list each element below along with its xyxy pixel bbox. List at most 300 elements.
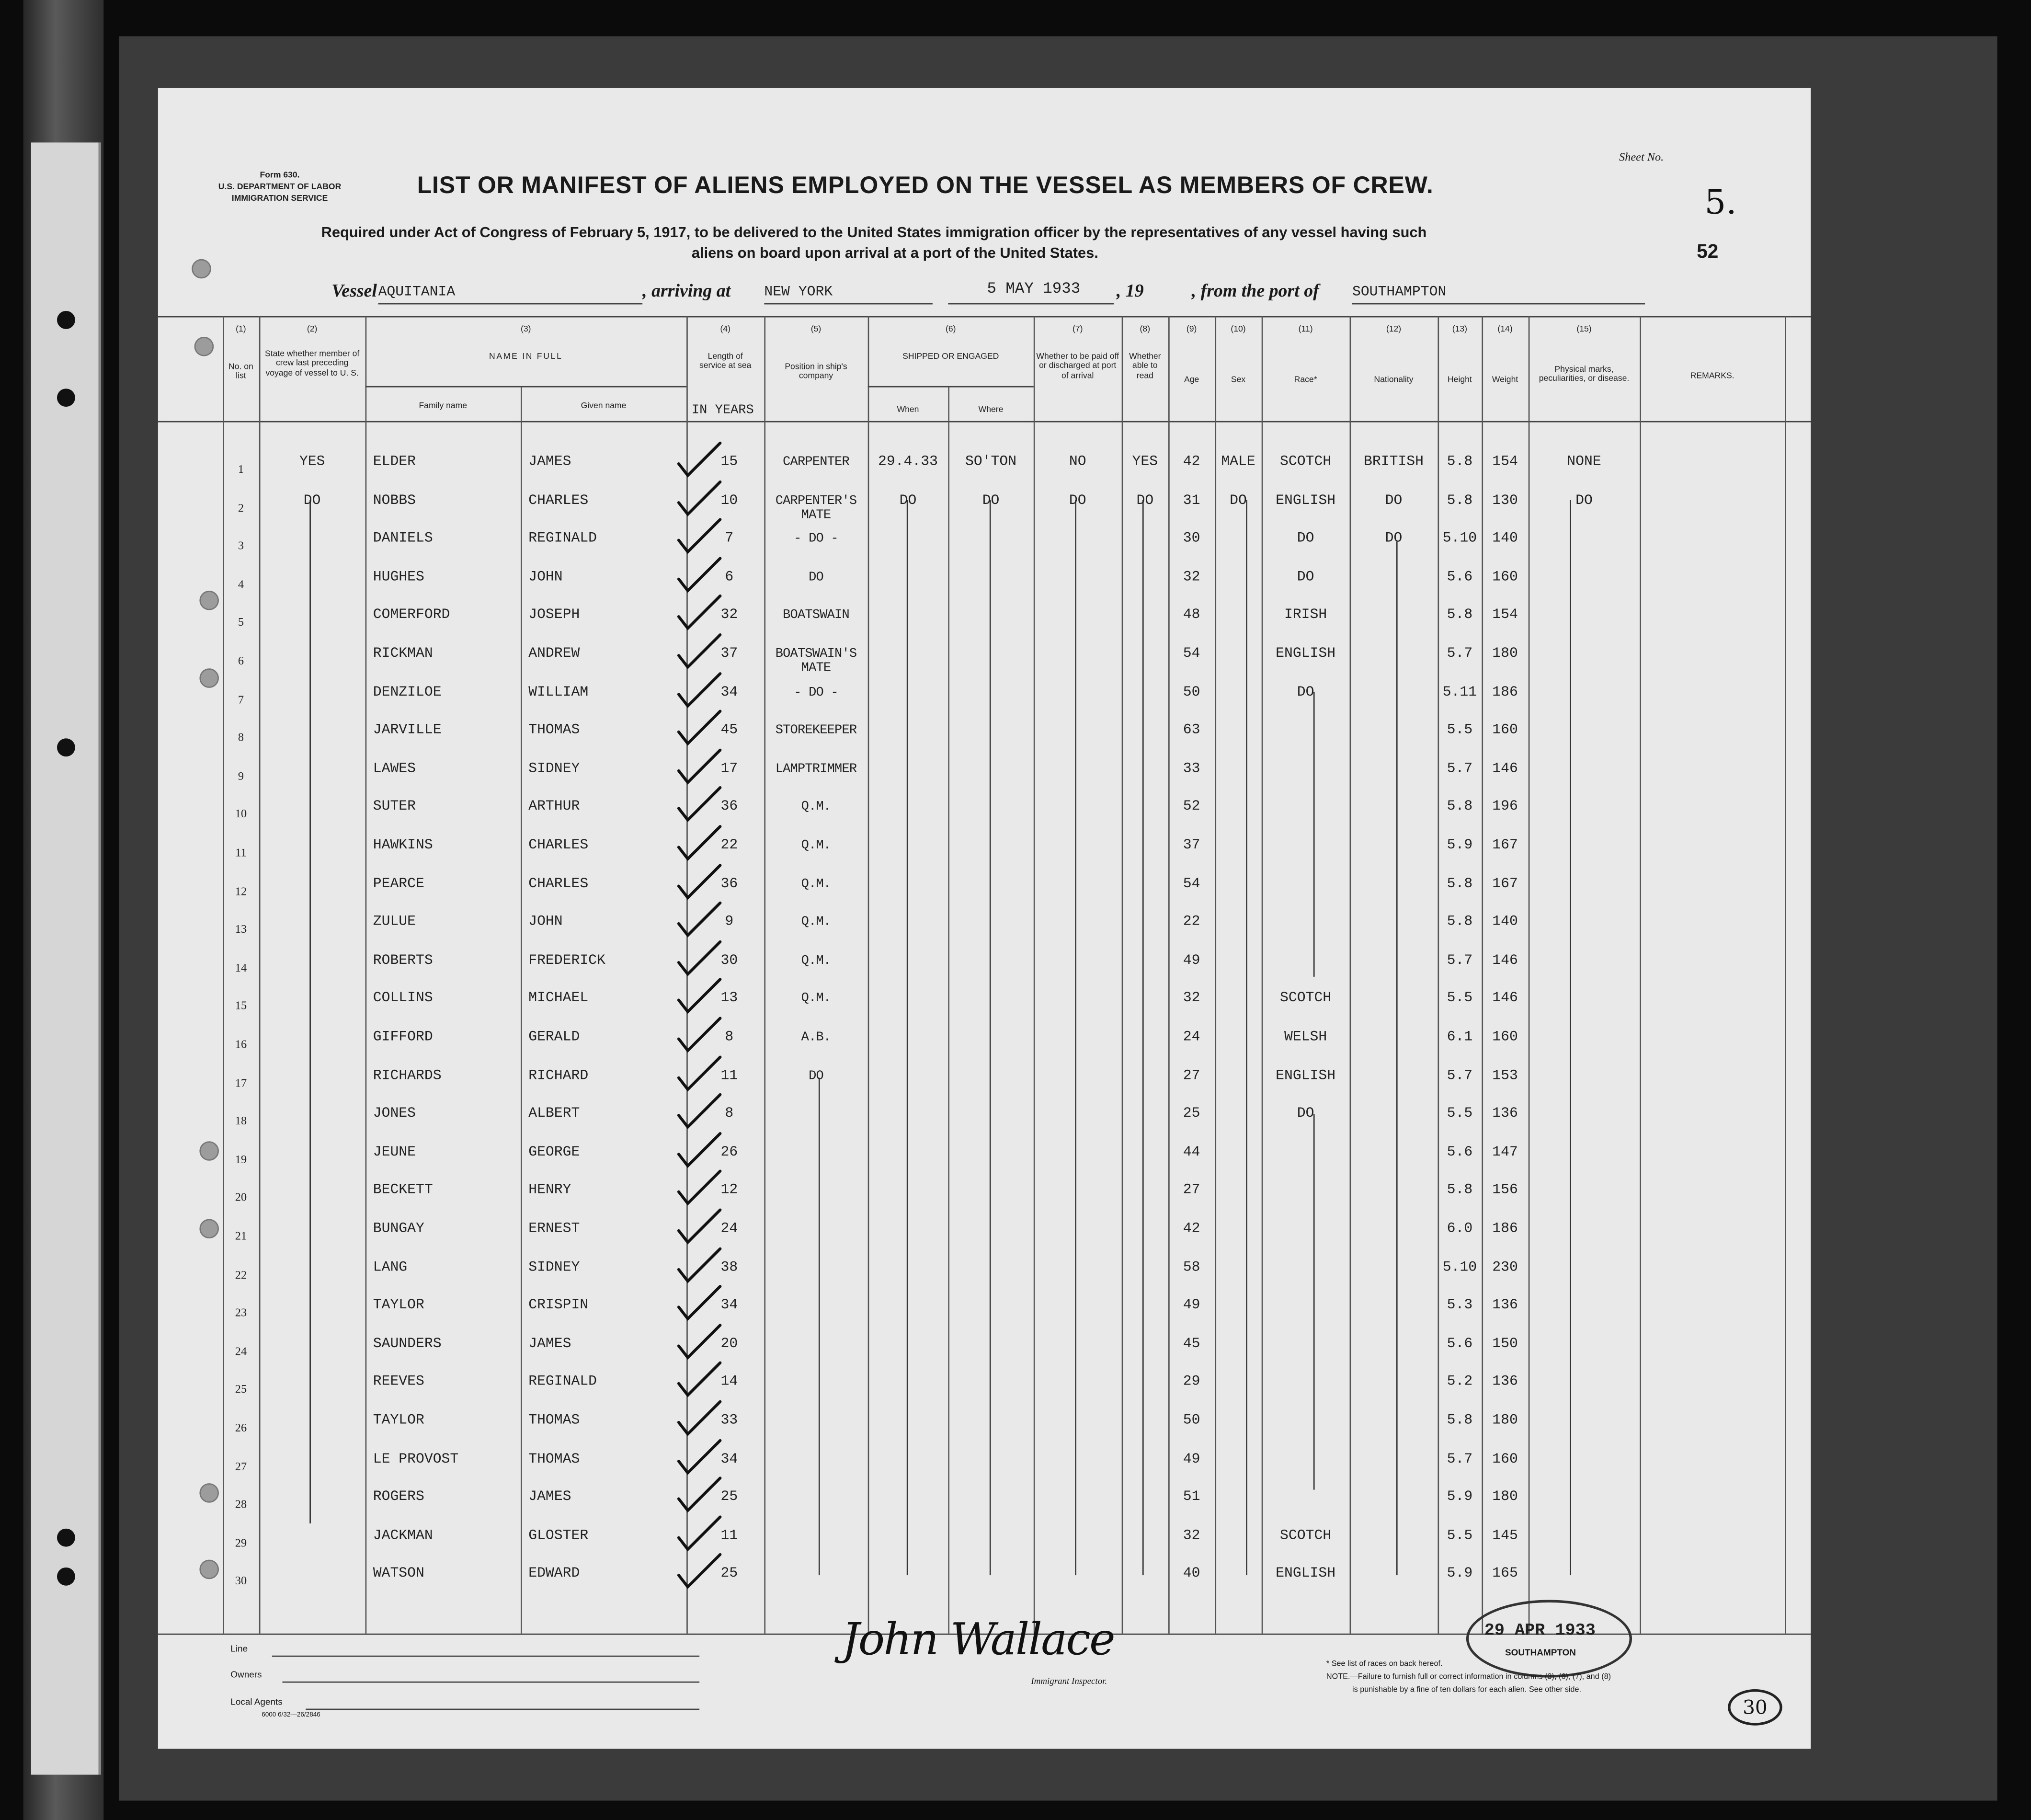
position-cell: - DO - <box>794 686 838 700</box>
position-cell: STOREKEEPER <box>775 724 857 739</box>
header-where: Where <box>978 405 1004 415</box>
rule <box>306 1709 699 1710</box>
weight-cell: 186 <box>1492 685 1518 700</box>
header-in-years: IN YEARS <box>691 404 754 419</box>
given-name-cell: THOMAS <box>528 1452 580 1467</box>
weight-cell: 180 <box>1492 646 1518 662</box>
age-cell: 54 <box>1183 646 1200 662</box>
stamp-date: 29 APR 1933 <box>1484 1620 1596 1640</box>
check-mark-icon <box>676 709 722 748</box>
service-years-cell: 25 <box>720 1490 738 1506</box>
inspector-label: Immigrant Inspector. <box>1031 1676 1107 1687</box>
race-cell: ENGLISH <box>1276 1068 1336 1084</box>
check-mark-icon <box>676 440 722 479</box>
service-years-cell: 25 <box>720 1567 738 1582</box>
position-cell: DO <box>809 571 823 585</box>
service-years-cell: 45 <box>720 723 738 739</box>
paid-off-cell: NO <box>1069 455 1086 470</box>
header-nationality: Nationality <box>1374 376 1414 385</box>
col-num: (6) <box>945 325 956 334</box>
given-name-cell: JOHN <box>528 915 563 930</box>
table-row <box>158 1452 1811 1494</box>
rule <box>282 1682 699 1683</box>
row-number: 30 <box>235 1574 247 1588</box>
service-years-cell: 15 <box>720 455 738 470</box>
height-cell: 5.7 <box>1447 1068 1473 1084</box>
age-cell: 30 <box>1183 531 1200 547</box>
height-cell: 5.9 <box>1447 838 1473 854</box>
race-cell: ENGLISH <box>1276 646 1336 662</box>
height-cell: 5.11 <box>1442 685 1477 700</box>
family-name-cell: LANG <box>373 1259 408 1276</box>
table-top-rule <box>158 316 1811 318</box>
family-name-cell: JARVILLE <box>373 723 442 739</box>
family-name-cell: SUTER <box>373 800 416 815</box>
check-mark-icon <box>676 786 722 824</box>
check-mark-icon <box>676 1131 722 1169</box>
weight-cell: 160 <box>1492 723 1518 739</box>
rule <box>378 303 643 305</box>
table-row <box>158 570 1811 612</box>
rule <box>1352 303 1645 305</box>
given-name-cell: THOMAS <box>528 723 580 739</box>
family-name-cell: RICKMAN <box>373 646 433 662</box>
physical-marks-cell: DO <box>1575 493 1593 509</box>
service-label: IMMIGRATION SERVICE <box>231 194 328 204</box>
header-physical: Physical marks, peculiarities, or disease. <box>1539 365 1630 384</box>
family-name-cell: PEARCE <box>373 876 424 892</box>
family-name-cell: ELDER <box>373 455 416 470</box>
weight-cell: 167 <box>1492 838 1518 854</box>
position-cell: Q.M. <box>801 878 831 892</box>
height-cell: 5.10 <box>1442 1259 1477 1276</box>
rule <box>272 1656 699 1657</box>
family-name-cell: LE PROVOST <box>373 1452 459 1467</box>
table-row <box>158 1068 1811 1110</box>
page-title: LIST OR MANIFEST OF ALIENS EMPLOYED ON THE VESSEL AS MEMBERS OF CREW. <box>417 171 1434 198</box>
service-years-cell: 9 <box>725 915 734 930</box>
table-row <box>158 1375 1811 1417</box>
weight-cell: 154 <box>1492 608 1518 624</box>
subtitle-line1: Required under Act of Congress of February 5, 1917, to be delivered to the United States immigration officer by the representatives of any vessel having such <box>321 225 1427 241</box>
family-name-cell: DANIELS <box>373 531 433 547</box>
year-label: , 19 <box>1116 282 1144 302</box>
vessel-label: Vessel <box>331 282 377 302</box>
row-number: 20 <box>235 1191 247 1204</box>
port-stamp <box>1466 1600 1632 1677</box>
binder-hole <box>57 389 75 407</box>
age-cell: 31 <box>1183 493 1200 509</box>
given-name-cell: JOHN <box>528 570 563 585</box>
age-cell: 29 <box>1183 1375 1200 1391</box>
binder-hole <box>57 738 75 756</box>
row-number: 18 <box>235 1114 247 1127</box>
given-name-cell: HENRY <box>528 1183 571 1199</box>
family-name-cell: SAUNDERS <box>373 1336 442 1352</box>
shipped-when-cell: DO <box>899 493 917 509</box>
weight-cell: 160 <box>1492 1452 1518 1467</box>
check-mark-icon <box>676 671 722 710</box>
punch-hole <box>194 337 214 356</box>
service-years-cell: 13 <box>720 991 738 1007</box>
age-cell: 49 <box>1183 1298 1200 1314</box>
height-cell: 5.8 <box>1447 1183 1473 1199</box>
row-number: 26 <box>235 1421 247 1434</box>
check-mark-icon <box>676 939 722 978</box>
weight-cell: 130 <box>1492 493 1518 509</box>
height-cell: 5.8 <box>1447 455 1473 470</box>
height-cell: 5.7 <box>1447 761 1473 777</box>
table-row <box>158 531 1811 573</box>
col-num: (15) <box>1576 325 1592 334</box>
given-name-cell: MICHAEL <box>528 991 589 1007</box>
check-mark-icon <box>676 517 722 556</box>
weight-cell: 180 <box>1492 1490 1518 1506</box>
check-mark-icon <box>676 747 722 786</box>
row-number: 1 <box>238 462 244 476</box>
family-name-cell: ROBERTS <box>373 953 433 969</box>
local-agents-label: Local Agents <box>230 1698 283 1707</box>
col-num: (11) <box>1298 325 1313 334</box>
table-row <box>158 1145 1811 1187</box>
family-name-cell: DENZILOE <box>373 685 442 700</box>
family-name-cell: JONES <box>373 1106 416 1122</box>
department-label: U.S. DEPARTMENT OF LABOR <box>218 183 342 192</box>
given-name-cell: CHARLES <box>528 493 589 509</box>
check-mark-icon <box>676 479 722 517</box>
able-to-read-cell: YES <box>1132 455 1158 470</box>
binder-hole <box>57 1568 75 1586</box>
table-row <box>158 838 1811 881</box>
weight-cell: 167 <box>1492 876 1518 892</box>
col-num: (12) <box>1386 325 1402 334</box>
check-mark-icon <box>676 1092 722 1131</box>
table-row <box>158 1490 1811 1532</box>
given-name-cell: CRISPIN <box>528 1298 589 1314</box>
failure-note-2: is punishable by a fine of ten dollars for each alien. See other side. <box>1352 1686 1581 1694</box>
check-mark-icon <box>676 1169 722 1208</box>
height-cell: 5.2 <box>1447 1375 1473 1391</box>
row-number: 11 <box>235 846 247 859</box>
given-name-cell: SIDNEY <box>528 1259 580 1276</box>
race-cell: DO <box>1297 685 1314 700</box>
given-name-cell: ALBERT <box>528 1106 580 1122</box>
form-number: Form 630. <box>260 171 300 180</box>
weight-cell: 136 <box>1492 1298 1518 1314</box>
col-num: (7) <box>1072 325 1083 334</box>
service-years-cell: 34 <box>720 685 738 700</box>
weight-cell: 136 <box>1492 1375 1518 1391</box>
height-cell: 6.0 <box>1447 1221 1473 1237</box>
family-name-cell: RICHARDS <box>373 1068 442 1084</box>
height-cell: 5.3 <box>1447 1298 1473 1314</box>
col-num: (14) <box>1497 325 1513 334</box>
position-cell: Q.M. <box>801 993 831 1007</box>
family-name-cell: JEUNE <box>373 1145 416 1161</box>
row-number: 4 <box>238 577 244 591</box>
owners-label: Owners <box>230 1671 262 1681</box>
position-cell: Q.M. <box>801 839 831 854</box>
table-row <box>158 1106 1811 1149</box>
service-years-cell: 22 <box>720 838 738 854</box>
binder-hole <box>57 311 75 329</box>
row-number: 7 <box>238 692 244 706</box>
check-mark-icon <box>676 1207 722 1246</box>
given-name-cell: FREDERICK <box>528 953 605 969</box>
age-cell: 58 <box>1183 1259 1200 1276</box>
row-number: 13 <box>235 922 247 936</box>
table-row <box>158 493 1811 535</box>
family-name-cell: LAWES <box>373 761 416 777</box>
given-name-cell: SIDNEY <box>528 761 580 777</box>
sheet-number: 52 <box>1697 240 1719 263</box>
height-cell: 5.9 <box>1447 1490 1473 1506</box>
page-circle-number: 30 <box>1728 1689 1782 1726</box>
age-cell: 49 <box>1183 1452 1200 1467</box>
position-cell: Q.M. <box>801 801 831 815</box>
row-number: 17 <box>235 1076 247 1089</box>
row-number: 19 <box>235 1153 247 1166</box>
col-num: (4) <box>720 325 730 334</box>
service-years-cell: 26 <box>720 1145 738 1161</box>
height-cell: 5.5 <box>1447 1528 1473 1544</box>
row-number: 16 <box>235 1037 247 1051</box>
height-cell: 6.1 <box>1447 1030 1473 1046</box>
table-row <box>158 1528 1811 1570</box>
weight-cell: 146 <box>1492 991 1518 1007</box>
given-name-cell: JAMES <box>528 1336 571 1352</box>
weight-cell: 150 <box>1492 1336 1518 1352</box>
service-years-cell: 12 <box>720 1183 738 1199</box>
weight-cell: 230 <box>1492 1259 1518 1276</box>
age-cell: 44 <box>1183 1145 1200 1161</box>
table-row <box>158 1221 1811 1264</box>
rule <box>948 303 1114 305</box>
nationality-cell: DO <box>1385 493 1403 509</box>
age-cell: 33 <box>1183 761 1200 777</box>
race-cell: DO <box>1297 1106 1314 1122</box>
given-name-cell: REGINALD <box>528 531 597 547</box>
row-number: 10 <box>235 807 247 821</box>
position-cell: Q.M. <box>801 954 831 969</box>
given-name-cell: THOMAS <box>528 1413 580 1429</box>
arriving-port: NEW YORK <box>764 285 833 301</box>
weight-cell: 196 <box>1492 800 1518 815</box>
row-number: 27 <box>235 1459 247 1473</box>
race-cell: IRISH <box>1284 608 1327 624</box>
position-cell: - DO - <box>794 532 838 547</box>
table-row <box>158 723 1811 765</box>
row-number: 24 <box>235 1344 247 1358</box>
row-number: 3 <box>238 539 244 552</box>
weight-cell: 154 <box>1492 455 1518 470</box>
row-number: 12 <box>235 884 247 897</box>
table-row <box>158 1298 1811 1340</box>
race-cell: ENGLISH <box>1276 1567 1336 1582</box>
position-cell: BOATSWAIN'S MATE <box>775 648 857 676</box>
height-cell: 5.8 <box>1447 915 1473 930</box>
family-name-cell: REEVES <box>373 1375 424 1391</box>
col-num: (8) <box>1140 325 1151 334</box>
manifest-page <box>158 88 1811 1749</box>
weight-cell: 160 <box>1492 570 1518 585</box>
row-number: 14 <box>235 961 247 974</box>
arrival-date: 5 MAY 1933 <box>987 280 1081 298</box>
header-race: Race* <box>1294 376 1317 385</box>
header-shipped: SHIPPED OR ENGAGED <box>902 352 999 362</box>
age-cell: 32 <box>1183 570 1200 585</box>
family-name-cell: TAYLOR <box>373 1298 424 1314</box>
header-weight: Weight <box>1492 376 1518 385</box>
service-years-cell: 33 <box>720 1413 738 1429</box>
weight-cell: 145 <box>1492 1528 1518 1544</box>
header-family-name: Family name <box>419 401 468 411</box>
line-label: Line <box>230 1645 248 1655</box>
col-num: (5) <box>810 325 822 334</box>
paid-off-cell: DO <box>1069 493 1086 509</box>
given-name-cell: ERNEST <box>528 1221 580 1237</box>
age-cell: 63 <box>1183 723 1200 739</box>
service-years-cell: 30 <box>720 953 738 969</box>
header-given-name: Given name <box>581 401 627 411</box>
service-years-cell: 17 <box>720 761 738 777</box>
binder-hole <box>57 1529 75 1547</box>
table-row <box>158 1259 1811 1302</box>
check-mark-icon <box>676 1284 722 1323</box>
height-cell: 5.8 <box>1447 800 1473 815</box>
nationality-cell: DO <box>1385 531 1403 547</box>
table-row <box>158 761 1811 804</box>
shipped-where-cell: DO <box>982 493 1000 509</box>
service-years-cell: 24 <box>720 1221 738 1237</box>
stamp-place: SOUTHAMPTON <box>1505 1649 1576 1659</box>
table-row <box>158 455 1811 497</box>
given-name-cell: GLOSTER <box>528 1528 589 1544</box>
header-no-on-list: No. on list <box>228 363 253 382</box>
prev-voyage-cell: DO <box>303 493 321 509</box>
family-name-cell: NOBBS <box>373 493 416 509</box>
row-number: 8 <box>238 731 244 744</box>
table-row <box>158 1336 1811 1379</box>
position-cell: A.B. <box>801 1031 831 1046</box>
age-cell: 22 <box>1183 915 1200 930</box>
given-name-cell: EDWARD <box>528 1567 580 1582</box>
age-cell: 50 <box>1183 1413 1200 1429</box>
family-name-cell: BUNGAY <box>373 1221 424 1237</box>
weight-cell: 156 <box>1492 1183 1518 1199</box>
check-mark-icon <box>676 901 722 939</box>
weight-cell: 146 <box>1492 953 1518 969</box>
row-number: 21 <box>235 1229 247 1243</box>
service-years-cell: 8 <box>725 1106 734 1122</box>
family-name-cell: BECKETT <box>373 1183 433 1199</box>
height-cell: 5.6 <box>1447 1145 1473 1161</box>
check-mark-icon <box>676 632 722 671</box>
weight-cell: 146 <box>1492 761 1518 777</box>
check-mark-icon <box>676 1476 722 1514</box>
table-row <box>158 685 1811 727</box>
weight-cell: 147 <box>1492 1145 1518 1161</box>
age-cell: 32 <box>1183 1528 1200 1544</box>
table-row <box>158 800 1811 842</box>
position-cell: LAMPTRIMMER <box>775 763 857 777</box>
height-cell: 5.5 <box>1447 991 1473 1007</box>
position-cell: CARPENTER <box>783 456 849 470</box>
header-sex: Sex <box>1231 376 1246 385</box>
age-cell: 37 <box>1183 838 1200 854</box>
height-cell: 5.8 <box>1447 1413 1473 1429</box>
family-name-cell: COLLINS <box>373 991 433 1007</box>
age-cell: 50 <box>1183 685 1200 700</box>
age-cell: 48 <box>1183 608 1200 624</box>
punch-hole <box>192 259 211 279</box>
binder-strip <box>31 142 101 1774</box>
header-when: When <box>897 405 919 415</box>
sex-cell: MALE <box>1221 455 1255 470</box>
service-years-cell: 6 <box>725 570 734 585</box>
height-cell: 5.9 <box>1447 1567 1473 1582</box>
age-cell: 25 <box>1183 1106 1200 1122</box>
table-row <box>158 953 1811 996</box>
table-row <box>158 1183 1811 1225</box>
vessel-name: AQUITANIA <box>378 285 456 301</box>
height-cell: 5.8 <box>1447 876 1473 892</box>
row-number: 9 <box>238 769 244 782</box>
given-name-cell: CHARLES <box>528 876 589 892</box>
height-cell: 5.8 <box>1447 608 1473 624</box>
service-years-cell: 38 <box>720 1259 738 1276</box>
header-remarks: REMARKS. <box>1690 372 1734 381</box>
family-name-cell: COMERFORD <box>373 608 450 624</box>
table-row <box>158 876 1811 919</box>
races-note: * See list of races on back hereof. <box>1326 1660 1443 1669</box>
table-row <box>158 991 1811 1034</box>
rule <box>365 386 687 388</box>
check-mark-icon <box>676 824 722 863</box>
service-years-cell: 14 <box>720 1375 738 1391</box>
family-name-cell: HUGHES <box>373 570 424 585</box>
given-name-cell: GEORGE <box>528 1145 580 1161</box>
weight-cell: 160 <box>1492 1030 1518 1046</box>
age-cell: 52 <box>1183 800 1200 815</box>
header-state-whether: State whether member of crew last preceding voyage of vessel to U. S. <box>264 350 360 378</box>
col-num: (13) <box>1452 325 1468 334</box>
family-name-cell: TAYLOR <box>373 1413 424 1429</box>
service-years-cell: 34 <box>720 1452 738 1467</box>
arriving-label: , arriving at <box>642 282 731 302</box>
nationality-cell: BRITISH <box>1364 455 1424 470</box>
weight-cell: 165 <box>1492 1567 1518 1582</box>
shipped-where-cell: SO'TON <box>965 455 1017 470</box>
table-row <box>158 646 1811 688</box>
race-cell: ENGLISH <box>1276 493 1336 509</box>
check-mark-icon <box>676 1054 722 1093</box>
check-mark-icon <box>676 1016 722 1054</box>
failure-note-1: NOTE.—Failure to furnish full or correct information in columns (3), (6), (7), and (8) <box>1326 1673 1611 1682</box>
height-cell: 5.7 <box>1447 646 1473 662</box>
weight-cell: 140 <box>1492 531 1518 547</box>
given-name-cell: ANDREW <box>528 646 580 662</box>
height-cell: 5.5 <box>1447 1106 1473 1122</box>
from-port-label: , from the port of <box>1191 282 1319 302</box>
position-cell: DO <box>809 1069 823 1084</box>
given-name-cell: GERALD <box>528 1030 580 1046</box>
print-code: 6000 6/32—26/2846 <box>262 1711 320 1719</box>
col-num: (3) <box>521 325 531 334</box>
given-name-cell: ARTHUR <box>528 800 580 815</box>
weight-cell: 180 <box>1492 1413 1518 1429</box>
header-able-to-read: Whether able to read <box>1129 352 1161 381</box>
